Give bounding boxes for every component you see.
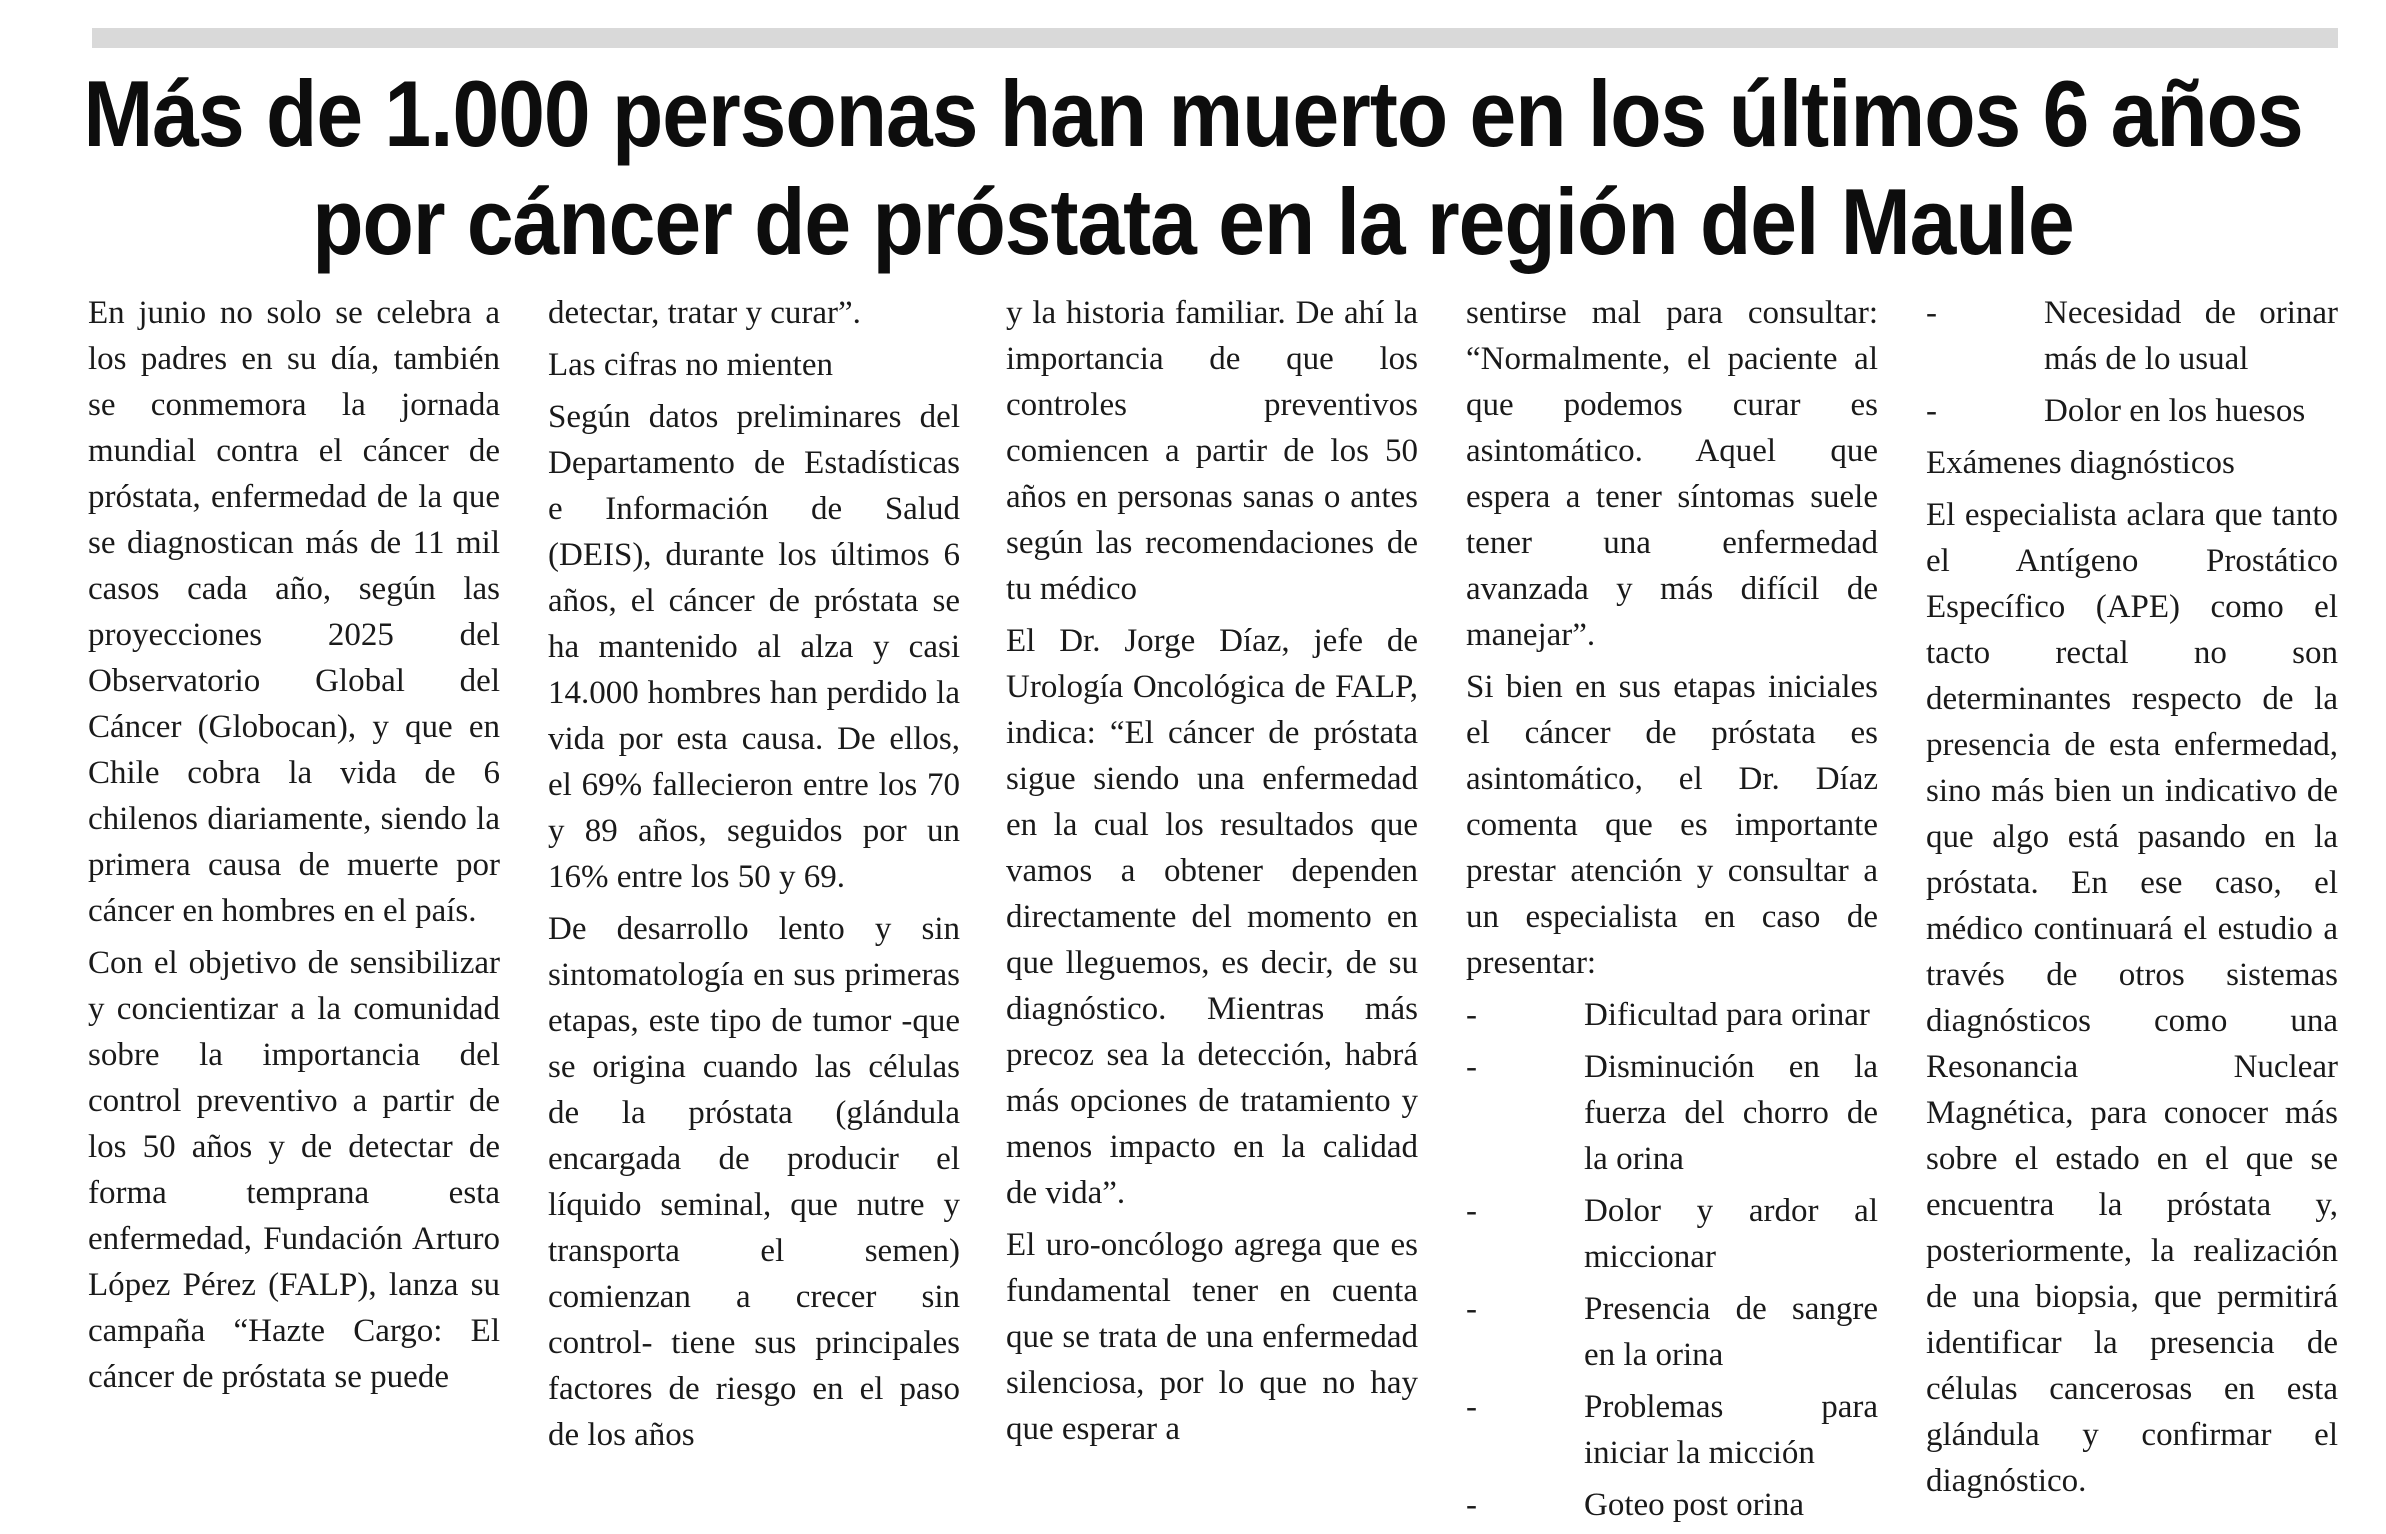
headline-line-1: Más de 1.000 personas han muerto en los últimos 6 años xyxy=(83,61,2303,167)
bullet-dash: - xyxy=(1466,997,1477,1033)
symptom-item xyxy=(1466,1044,1878,1182)
headline-line-2: por cáncer de próstata en la región del Maule xyxy=(312,168,2074,274)
col4-paragraph-1: sentirse mal para consultar: “Normalmente, el paciente al que podemos curar es asintomático. Aquel que espera a tener síntomas suele tener una enfermedad avanzada y más difícil de manejar”. xyxy=(1466,295,1878,653)
bullet-dash: - xyxy=(1466,1193,1477,1229)
col3-paragraph-1: y la historia familiar. De ahí la importancia de que los controles preventivos comiencen a partir de los 50 años en personas sanas o antes según las recomendaciones de tu médico xyxy=(1006,295,1418,607)
bullet-dash: - xyxy=(1466,1291,1477,1327)
symptom-text: Goteo post orina xyxy=(1584,1487,1804,1523)
col2-paragraph-1: detectar, tratar y curar”. xyxy=(548,295,861,331)
symptom-item xyxy=(1466,1286,1878,1378)
symptom-item xyxy=(1466,1188,1878,1280)
headline xyxy=(60,60,2326,275)
symptom-text: Disminución en la fuerza del chorro de la orina xyxy=(1584,1049,1878,1177)
column-2 xyxy=(548,290,960,1464)
col3-paragraph-3: El uro-oncólogo agrega que es fundamental tener en cuenta que se trata de una enfermedad silenciosa, por lo que no hay que esperar a xyxy=(1006,1227,1418,1447)
bullet-dash: - xyxy=(1466,1049,1477,1085)
col3-paragraph-2: El Dr. Jorge Díaz, jefe de Urología Oncológica de FALP, indica: “El cáncer de próstata sigue siendo una enfermedad en la cual los resultados que vamos a obtener dependen directamente del momento en que lleguemos, es decir, de su diagnóstico. Mientras más precoz sea la detección, habrá más opciones de tratamiento y menos impacto en la calidad de vida”. xyxy=(1006,623,1418,1211)
symptom-item xyxy=(1466,992,1878,1038)
col2-paragraph-2: Según datos preliminares del Departamento de Estadísticas e Información de Salud (DEIS), durante los últimos 6 años, el cáncer de próstata se ha mantenido al alza y casi 14.000 hombres han perdido la vida por esta causa. De ellos, el 69% fallecieron entre los 70 y 89 años, seguidos por un 16% entre los 50 y 69. xyxy=(548,399,960,895)
symptom-text: Presencia de sangre en la orina xyxy=(1584,1291,1878,1373)
col1-paragraph-1: En junio no solo se celebra a los padres en su día, también se conmemora la jornada mundial contra el cáncer de próstata, enfermedad de la que se diagnostican más de 11 mil casos cada año, según las proyecciones 2025 del Observatorio Global del Cáncer (Globocan), y que en Chile cobra la vida de 6 chilenos diariamente, siendo la primera causa de muerte por cáncer en hombres en el país. xyxy=(88,295,500,929)
col5-paragraph-1: El especialista aclara que tanto el Antígeno Prostático Específico (APE) como el tacto rectal no son determinantes respecto de la presencia de esta enfermedad, sino más bien un indicativo de que algo está pasando en la próstata. En ese caso, el médico continuará el estudio a través de otros sistemas diagnósticos como una Resonancia Nuclear Magnética, para conocer más sobre el estado en el que se encuentra la próstata y, posteriormente, la realización de una biopsia, que permitirá identificar la presencia de células cancerosas en esta glándula y confirmar el diagnóstico. xyxy=(1926,497,2338,1499)
bullet-dash: - xyxy=(1926,295,1937,331)
bullet-dash: - xyxy=(1926,393,1937,429)
symptom-text: Dolor en los huesos xyxy=(2044,393,2306,429)
bullet-dash: - xyxy=(1466,1389,1477,1425)
column-1 xyxy=(88,290,500,1406)
symptom-item xyxy=(1926,388,2338,434)
subhead-examenes: Exámenes diagnósticos xyxy=(1926,445,2235,481)
bullet-dash: - xyxy=(1466,1487,1477,1523)
symptom-text: Problemas para iniciar la micción xyxy=(1584,1389,1878,1471)
symptom-item xyxy=(1926,290,2338,382)
symptom-text: Necesidad de orinar más de lo usual xyxy=(2044,295,2338,377)
col4-paragraph-2: Si bien en sus etapas iniciales el cáncer de próstata es asintomático, el Dr. Díaz comenta que es importante prestar atención y consultar a un especialista en caso de presentar: xyxy=(1466,669,1878,981)
symptom-text: Dolor y ardor al miccionar xyxy=(1584,1193,1878,1275)
col1-paragraph-2: Con el objetivo de sensibilizar y concientizar a la comunidad sobre la importancia del control preventivo a partir de los 50 años y de detectar de forma temprana esta enfermedad, Fundación Arturo López Pérez (FALP), lanza su campaña “Hazte Cargo: El cáncer de próstata se puede xyxy=(88,945,500,1395)
top-rule xyxy=(92,28,2338,48)
column-5 xyxy=(1926,290,2338,1510)
column-4 xyxy=(1466,290,1878,1534)
col2-paragraph-3: De desarrollo lento y sin sintomatología en sus primeras etapas, este tipo de tumor -que se origina cuando las células de la próstata (glándula encargada de producir el líquido seminal, que nutre y transporta el semen) comienzan a crecer sin control- tiene sus principales factores de riesgo en el paso de los años xyxy=(548,911,960,1453)
subhead-cifras: Las cifras no mienten xyxy=(548,347,833,383)
symptom-text: Dificultad para orinar xyxy=(1584,997,1870,1033)
symptom-item xyxy=(1466,1384,1878,1476)
column-3 xyxy=(1006,290,1418,1458)
symptom-item xyxy=(1466,1482,1878,1528)
